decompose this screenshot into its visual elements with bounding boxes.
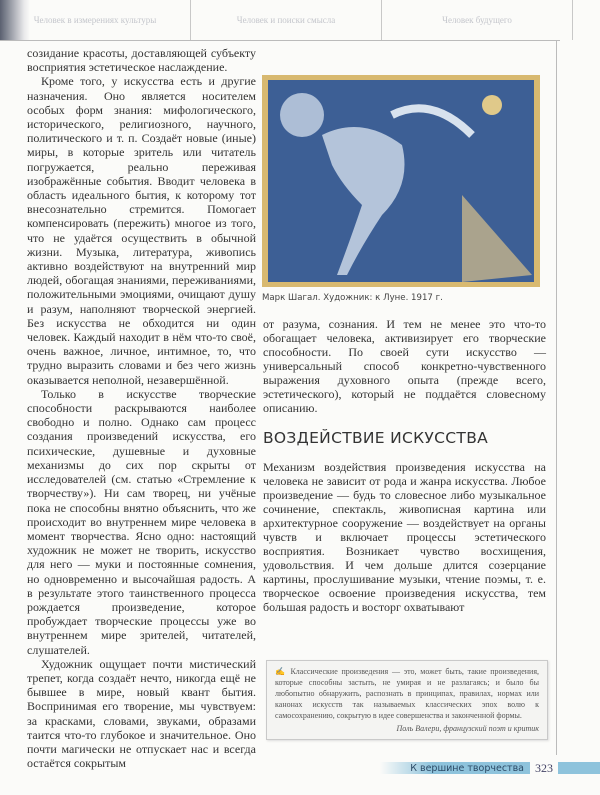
header-tabs — [0, 0, 600, 40]
page-footer — [380, 760, 600, 776]
divider — [0, 40, 560, 41]
header-tab: Человек в измерениях культуры — [0, 0, 191, 40]
paragraph: Только в искусстве творческие способности раскрываются наиболее свободно и полно. Однако сам процесс создания произведений искусства, его психические, душевные и духовные механизмы до сих пор скрыты от исследователей (см. статью «Стремление к творчеству»). Ни сам творец, ни учёные пока не способны внятно объяснить, что же происходит во внутреннем мире человека в момент творчества. Ясно одно: настоящий художник не может не творить, искусство для него — муки и постоянные сомнения, но одновременно и высочайшая радость. А в результате этого таинственного процесса рождается произведение, которое пробуждает творческие процессы уже во внутреннем мире зрителей, читателей, слушателей. — [27, 386, 256, 657]
figure-caption: Марк Шагал. Художник: к Луне. 1917 г. — [262, 293, 443, 303]
footer-section-title — [380, 762, 530, 774]
header-tab: Человек и поиски смысла — [191, 0, 382, 40]
left-column — [27, 46, 256, 770]
header-tab: Человек будущего — [382, 0, 573, 40]
paragraph: от разума, сознания. И тем не менее это что-то обогащает человека, активизирует его творческие способности. По своей сути искусство — универсальный способ конкретно-чувственного выражения духовного опыта (прежде всего, эстетического), который не поддаётся словесному описанию. — [263, 317, 546, 415]
paragraph: Художник ощущает почти мистический трепет, когда создаёт нечто, никогда ещё не бывшее в мире, новый квант бытия. Воспринимая его творение, мы чувствуем: за красками, словами, звуками, образами таится что-то глубокое и значительное. Оно почти магически не отпускает нас и всегда остаётся сокрытым — [27, 656, 256, 771]
section-heading: ВОЗДЕЙСТВИЕ ИСКУССТВА — [263, 429, 489, 447]
paragraph: Кроме того, у искусства есть и другие назначения. Оно является носителем особых форм знания: мифологического, исторического, религиозного, научного, политического и т. п. Создаёт новые (иные) миры, в которые зритель или читатель погружается, реально переживая изображённые события. Вводит человека в область идеального бытия, к которому тот внесознательно стремится. Помогает компенсировать (пережить) многое из того, что не удаётся осуществить в обычной жизни. Музыка, литература, живопись активно воздействуют на внутренний мир людей, обогащая знаниями, переживаниями, положительными эмоциями, очищают душу и разум, наполняют творческой энергией. Без искусства не обходится ни один человек. Каждый находит в нём что-то своё, очень важное, личное, интимное, то, что трудно выразить словами и без чего жизнь оказывается неполной, незавершённой. — [27, 74, 256, 387]
section-title: К вершине творчества — [410, 762, 524, 774]
quote-box — [266, 660, 548, 740]
painting-chagall — [262, 75, 540, 287]
paragraph: Механизм воздействия произведения искусства на человека не зависит от рода и жанра искусства. Любое произведение — будь то словесное либо музыкальное сочинение, спектакль, живописная картина или архитектурное сооружение — воздействует на органы чувств и включает процессы эстетического восприятия. Возникает чувство восхищения, удовольствия. И чем дольше длится созерцание картины, прослушивание музыки, чтение поэмы, т. е. творческое освоение произведения искусства, тем большая радость и восторг охватывают — [263, 460, 546, 614]
quote-author: Поль Валери, французский поэт и критик — [396, 724, 539, 733]
divider — [556, 40, 557, 755]
quote-text: Классические произведения — это, может быть, такие произведения, которые способны застыть, не умирая и не разлагаясь; и было бы любопытно обнаружить, распознать в принципах, правилах, нормах или канонах искусств так называемых классических эпох волю к самосохранению, сокрытую в идее совершенства и законченной формы. — [275, 667, 540, 720]
footer-bar — [558, 762, 600, 774]
pen-icon: ✍ — [275, 667, 291, 676]
page-number: 323 — [535, 760, 553, 775]
right-column — [263, 317, 546, 614]
paragraph: созидание красоты, доставляющей субъекту восприятия эстетическое наслаждение. — [27, 46, 256, 75]
